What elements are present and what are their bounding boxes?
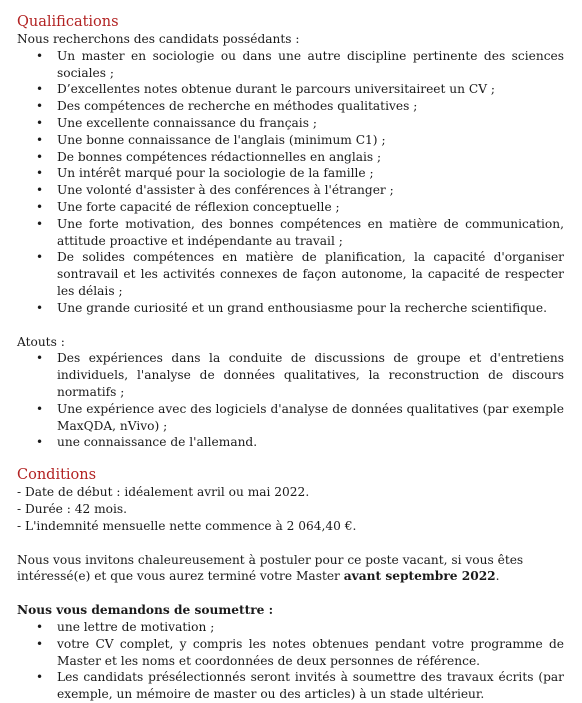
qualifications-list	[17, 48, 564, 317]
atouts-intro: Atouts :	[17, 334, 65, 349]
list-item: • Des compétences de recherche en méthodes qualitatives ;	[57, 98, 564, 115]
invitation-end: .	[495, 569, 500, 584]
list-item: • De solides compétences en matière de planification, la capacité d'organiser sontravail et les activités connexes de façon autonome, la capacité de respecter les délais ;	[57, 249, 564, 299]
list-item: • De bonnes compétences rédactionnelles en anglais ;	[57, 149, 564, 166]
list-item: • une connaissance de l'allemand.	[57, 434, 564, 451]
invitation-text: Nous vous invitons chaleureusement à postuler pour ce poste vacant, si vous êtes intéressé(e) et que vous aurez terminé votre Master	[17, 552, 524, 584]
invitation-paragraph	[17, 552, 564, 586]
list-item: • Une forte capacité de réflexion conceptuelle ;	[57, 199, 564, 216]
qualifications-heading: Qualifications	[17, 14, 119, 30]
qualifications-intro: Nous recherchons des candidats possédants :	[17, 32, 300, 46]
list-item: • Un master en sociologie ou dans une autre discipline pertinente des sciences sociales ;	[57, 48, 564, 82]
conditions-heading: Conditions	[17, 467, 97, 484]
conditions-line: - Date de début : idéalement avril ou mai 2022.	[17, 485, 310, 500]
list-item: • Une volonté d'assister à des conférences à l'étranger ;	[57, 182, 564, 199]
list-item: • Une forte motivation, des bonnes compétences en matière de communication, attitude proactive et indépendante au travail ;	[57, 216, 564, 250]
spacer	[17, 451, 564, 467]
list-item: • Une grande curiosité et un grand enthousiasme pour la recherche scientifique.	[57, 300, 564, 317]
submit-list	[17, 619, 564, 703]
list-item: • Une excellente connaissance du français ;	[57, 115, 564, 132]
list-item: • Un intérêt marqué pour la sociologie de la famille ;	[57, 165, 564, 182]
submit-heading: Nous vous demandons de soumettre :	[17, 603, 274, 618]
list-item: • Les candidats présélectionnés seront invités à soumettre des travaux écrits (par exemple, un mémoire de master ou des articles) à un stade ultérieur.	[57, 669, 564, 703]
list-item: • Des expériences dans la conduite de discussions de groupe et d'entretiens individuels, l'analyse de données qualitatives, la reconstruction de discours normatifs ;	[57, 350, 564, 400]
spacer	[17, 535, 564, 552]
spacer	[17, 317, 564, 334]
spacer	[17, 585, 564, 602]
invitation-deadline: avant septembre 2022	[343, 569, 496, 584]
conditions-line: - L'indemnité mensuelle nette commence à 2 064,40 €.	[17, 518, 357, 533]
conditions-line: - Durée : 42 mois.	[17, 501, 128, 516]
list-item: • Une expérience avec des logiciels d'analyse de données qualitatives (par exemple MaxQDA, nVivo) ;	[57, 401, 564, 435]
list-item: • Une bonne connaissance de l'anglais (minimum C1) ;	[57, 132, 564, 149]
atouts-list	[17, 350, 564, 451]
list-item: • D’excellentes notes obtenue durant le parcours universitaireet un CV ;	[57, 81, 564, 98]
list-item: • une lettre de motivation ;	[57, 619, 564, 636]
list-item: • votre CV complet, y compris les notes obtenues pendant votre programme de Master et les noms et coordonnées de deux personnes de référence.	[57, 636, 564, 670]
